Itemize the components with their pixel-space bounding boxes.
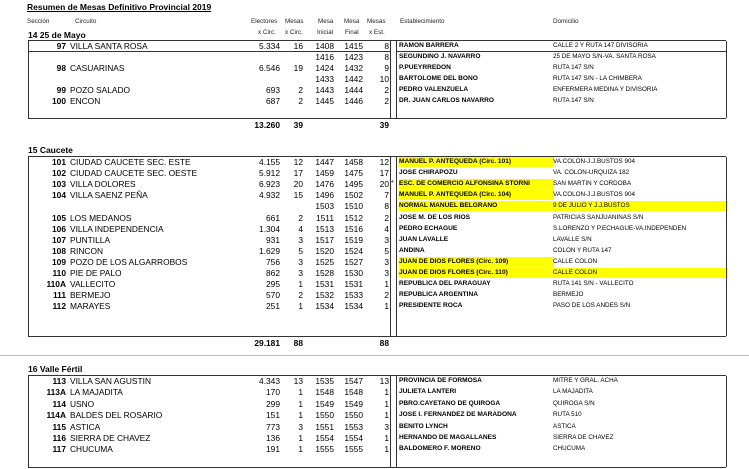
circuit-name: MARAYES bbox=[70, 301, 111, 312]
header-seccion: Sección bbox=[27, 18, 50, 25]
section-number: 105 bbox=[52, 212, 66, 223]
mesa-final-value: 1516 bbox=[344, 223, 363, 234]
circuit-name: BERMEJO bbox=[70, 290, 111, 301]
domicilio-text: RUTA 510 bbox=[553, 411, 582, 419]
electores-value: 6.923 bbox=[259, 179, 280, 190]
domicilio-text: PASO DE LOS ANDES S/N bbox=[553, 302, 631, 310]
mesas-est-value: 1 bbox=[384, 279, 389, 290]
domicilio-text: VA. COLON-URQUIZA 182 bbox=[553, 169, 630, 177]
domicilio-text: ASTICA bbox=[553, 422, 576, 430]
total-mesas: 39 bbox=[293, 120, 303, 130]
circuit-name: SIERRA DE CHAVEZ bbox=[70, 433, 151, 443]
mesa-final-value: 1554 bbox=[344, 433, 363, 443]
establecimiento-name: P.PUEYRREDON bbox=[399, 64, 451, 71]
mesa-final-value: 1446 bbox=[344, 96, 363, 106]
table-row bbox=[28, 179, 728, 189]
table-row bbox=[28, 387, 728, 397]
establecimiento-name: BALDOMERO F. MORENO bbox=[399, 445, 481, 453]
establecimiento-name: JULIETA LANTERI bbox=[399, 388, 457, 396]
section-number: 108 bbox=[52, 245, 66, 256]
table-row bbox=[28, 268, 728, 278]
header-mesa-inicial: Mesa bbox=[318, 18, 334, 25]
domicilio-text: 25 DE MAYO S/N-VA. SANTA ROSA bbox=[553, 53, 656, 60]
establecimiento-name: JOSE I. FERNANDEZ DE MARADONA bbox=[399, 411, 517, 419]
establecimiento-name: REPUBLICA DEL PARAGUAY bbox=[399, 280, 491, 288]
domicilio-text: SIERRA DE CHAVEZ bbox=[553, 434, 614, 441]
mesas-est-value: 10 bbox=[379, 74, 389, 84]
note-marker: * bbox=[391, 180, 394, 188]
mesas-value: 3 bbox=[298, 268, 303, 278]
header-mesas-sub: x Circ. bbox=[285, 29, 303, 36]
mesa-final-value: 1555 bbox=[344, 444, 363, 455]
mesa-inicial-value: 1433 bbox=[315, 74, 334, 84]
electores-value: 862 bbox=[266, 268, 280, 278]
mesas-est-value: 1 bbox=[384, 301, 389, 312]
domicilio-text: BERMEJO bbox=[553, 291, 584, 299]
mesas-value: 1 bbox=[298, 410, 303, 421]
circuit-name: CHUCUMA bbox=[70, 444, 113, 455]
table-row bbox=[28, 399, 728, 409]
mesas-est-value: 3 bbox=[384, 421, 389, 432]
mesas-est-value: 8 bbox=[384, 52, 389, 62]
circuit-name: ENCON bbox=[70, 96, 101, 106]
circuit-name: RINCON bbox=[70, 245, 104, 256]
mesa-final-value: 1432 bbox=[344, 63, 363, 73]
section-number: 103 bbox=[52, 179, 66, 190]
establecimiento-name: NORMAL MANUEL BELGRANO bbox=[399, 201, 554, 211]
mesa-final-value: 1475 bbox=[344, 168, 363, 179]
establecimiento-name: RAMON BARRERA bbox=[399, 42, 459, 49]
section-title: 14 25 de Mayo bbox=[28, 30, 86, 40]
mesa-inicial-value: 1408 bbox=[315, 41, 334, 51]
domicilio-text: CALLE COLON bbox=[553, 268, 728, 278]
table-row bbox=[28, 279, 728, 289]
mesa-inicial-value: 1520 bbox=[315, 245, 334, 256]
circuit-name: LOS MEDANOS bbox=[70, 212, 132, 223]
total-electores: 29.181 bbox=[254, 338, 280, 348]
mesa-final-value: 1550 bbox=[344, 410, 363, 421]
mesas-value: 1 bbox=[298, 387, 303, 398]
mesas-est-value: 7 bbox=[384, 190, 389, 201]
domicilio-text: RUTA 147 S/N - LA CHIMBERA bbox=[553, 75, 642, 82]
section-number: 99 bbox=[56, 85, 66, 95]
domicilio-text: VA.COLON-J.J.BUSTOS 904 bbox=[553, 191, 636, 199]
electores-value: 5.912 bbox=[259, 168, 280, 179]
mesa-final-value: 1510 bbox=[344, 201, 363, 212]
header-mesa-inicial-sub: Inicial bbox=[317, 29, 334, 36]
mesas-value: 1 bbox=[298, 433, 303, 443]
mesa-inicial-value: 1554 bbox=[315, 433, 334, 443]
section-number: 116 bbox=[52, 433, 66, 443]
mesa-final-value: 1530 bbox=[344, 268, 363, 278]
mesa-final-value: 1415 bbox=[344, 41, 363, 51]
mesas-value: 3 bbox=[298, 256, 303, 267]
domicilio-text: PATRICIAS SANJUANINAS S/N bbox=[553, 213, 644, 221]
section-number: 111 bbox=[52, 290, 66, 301]
mesas-est-value: 1 bbox=[384, 387, 389, 398]
electores-value: 295 bbox=[266, 279, 280, 290]
mesa-inicial-value: 1534 bbox=[315, 301, 334, 312]
establecimiento-name: MANUEL P. ANTEQUEDA (Circ. 101) bbox=[399, 157, 554, 167]
establecimiento-name: DR. JUAN CARLOS NAVARRO bbox=[399, 97, 494, 104]
electores-value: 5.334 bbox=[259, 41, 280, 51]
establecimiento-name: JUAN DE DIOS FLORES (Circ. 110) bbox=[399, 268, 554, 278]
mesas-est-value: 3 bbox=[384, 256, 389, 267]
circuit-name: CASUARINAS bbox=[70, 63, 125, 73]
mesas-value: 4 bbox=[298, 223, 303, 234]
table-row bbox=[28, 168, 728, 178]
mesa-inicial-value: 1416 bbox=[315, 52, 334, 62]
total-mesas-est: 88 bbox=[379, 338, 389, 348]
circuit-name: VILLA DOLORES bbox=[70, 179, 136, 190]
electores-value: 170 bbox=[266, 387, 280, 398]
establecimiento-name: BARTOLOME DEL BONO bbox=[399, 75, 478, 82]
mesa-inicial-value: 1555 bbox=[315, 444, 334, 455]
mesa-final-value: 1458 bbox=[344, 157, 363, 167]
electores-value: 4.155 bbox=[259, 157, 280, 167]
table-row bbox=[28, 190, 728, 200]
section-number: 106 bbox=[52, 223, 66, 234]
table-row bbox=[28, 201, 728, 211]
circuit-name: ASTICA bbox=[70, 421, 101, 432]
section-number: 110 bbox=[52, 268, 66, 278]
mesas-value: 2 bbox=[298, 96, 303, 106]
electores-value: 687 bbox=[266, 96, 280, 106]
mesa-inicial-value: 1517 bbox=[315, 234, 334, 245]
mesa-final-value: 1444 bbox=[344, 85, 363, 95]
mesa-final-value: 1502 bbox=[344, 190, 363, 201]
electores-value: 251 bbox=[266, 301, 280, 312]
mesa-inicial-value: 1513 bbox=[315, 223, 334, 234]
circuit-name: POZO SALADO bbox=[70, 85, 131, 95]
table-row bbox=[28, 213, 728, 223]
section-total-row bbox=[28, 338, 728, 348]
domicilio-text: LAVALLE S/N bbox=[553, 235, 592, 243]
establecimiento-name: JOSE CHIRAPOZU bbox=[399, 169, 458, 177]
section-number: 107 bbox=[52, 234, 66, 245]
table-row bbox=[28, 301, 728, 311]
mesas-value: 20 bbox=[293, 179, 303, 190]
mesas-est-value: 13 bbox=[379, 376, 389, 386]
section-number: 113 bbox=[52, 376, 66, 386]
section-number: 114A bbox=[46, 410, 66, 421]
mesa-final-value: 1534 bbox=[344, 301, 363, 312]
mesas-est-value: 1 bbox=[384, 433, 389, 443]
table-row bbox=[28, 290, 728, 300]
header-mesas-est: Mesas bbox=[367, 18, 386, 25]
table-row bbox=[28, 422, 728, 432]
mesa-inicial-value: 1550 bbox=[315, 410, 334, 421]
mesa-inicial-value: 1445 bbox=[315, 96, 334, 106]
domicilio-text: MITRE Y GRAL. ACHA bbox=[553, 377, 618, 384]
mesas-est-value: 1 bbox=[384, 444, 389, 455]
mesas-est-value: 2 bbox=[384, 85, 389, 95]
domicilio-text: S.LORENZO Y P.ECHAGUE-VA.INDEPENDEN bbox=[553, 224, 687, 232]
section-number: 100 bbox=[52, 96, 66, 106]
section-title: 15 Caucete bbox=[28, 145, 73, 155]
header-establecimiento: Establecimiento bbox=[400, 18, 445, 25]
establecimiento-name: MANUEL P. ANTEQUEDA (Circ. 104) bbox=[399, 190, 554, 200]
mesa-final-value: 1533 bbox=[344, 290, 363, 301]
table-row bbox=[28, 52, 728, 62]
mesa-final-value: 1442 bbox=[344, 74, 363, 84]
mesas-value: 17 bbox=[293, 168, 303, 179]
mesa-final-value: 1547 bbox=[344, 376, 363, 386]
establecimiento-name: JUAN DE DIOS FLORES (Circ. 109) bbox=[399, 257, 554, 267]
mesas-est-value: 12 bbox=[379, 157, 389, 167]
section-number: 97 bbox=[56, 41, 66, 51]
domicilio-text: SAN MARTIN Y CORDOBA bbox=[553, 180, 632, 188]
table-row bbox=[28, 96, 728, 106]
circuit-name: CIUDAD CAUCETE SEC. OESTE bbox=[70, 168, 198, 179]
establecimiento-name: PEDRO ECHAGUE bbox=[399, 224, 458, 232]
mesas-est-value: 2 bbox=[384, 290, 389, 301]
mesa-final-value: 1524 bbox=[344, 245, 363, 256]
mesas-value: 5 bbox=[298, 245, 303, 256]
mesas-value: 13 bbox=[293, 376, 303, 386]
mesa-inicial-value: 1532 bbox=[315, 290, 334, 301]
domicilio-text: RUTA 147 S/N bbox=[553, 64, 594, 71]
domicilio-text: COLON Y RUTA 147 bbox=[553, 246, 612, 254]
section-number: 113A bbox=[46, 387, 66, 398]
domicilio-text: LA MAJADITA bbox=[553, 388, 593, 396]
circuit-name: USNO bbox=[70, 398, 95, 409]
circuit-name: LA MAJADITA bbox=[70, 387, 123, 398]
mesas-value: 3 bbox=[298, 234, 303, 245]
mesas-value: 16 bbox=[293, 41, 303, 51]
header-mesa-final-sub: Final bbox=[345, 29, 359, 36]
establecimiento-name: HERNANDO DE MAGALLANES bbox=[399, 434, 497, 441]
domicilio-text: CHUCUMA bbox=[553, 445, 586, 453]
mesas-est-value: 4 bbox=[384, 223, 389, 234]
table-row bbox=[28, 157, 728, 167]
mesas-est-value: 8 bbox=[384, 201, 389, 212]
circuit-name: VILLA SAN AGUSTIN bbox=[70, 376, 151, 386]
electores-value: 756 bbox=[266, 256, 280, 267]
electores-value: 693 bbox=[266, 85, 280, 95]
document-title: Resumen de Mesas Definitivo Provincial 2019 bbox=[27, 2, 212, 12]
circuit-name: VILLA SANTA ROSA bbox=[70, 41, 148, 51]
table-row bbox=[28, 85, 728, 95]
domicilio-text: QUIROGA S/N bbox=[553, 399, 595, 407]
section-number: 117 bbox=[52, 444, 66, 455]
mesa-final-value: 1527 bbox=[344, 256, 363, 267]
mesa-inicial-value: 1531 bbox=[315, 279, 334, 290]
electores-value: 570 bbox=[266, 290, 280, 301]
mesas-est-value: 9 bbox=[384, 63, 389, 73]
establecimiento-name: JOSE M. DE LOS RIOS bbox=[399, 213, 471, 221]
section-number: 114 bbox=[52, 398, 66, 409]
mesas-value: 1 bbox=[298, 398, 303, 409]
section-number: 112 bbox=[52, 301, 66, 312]
circuit-name: CIUDAD CAUCETE SEC. ESTE bbox=[70, 157, 191, 167]
mesas-value: 2 bbox=[298, 290, 303, 301]
mesa-final-value: 1549 bbox=[344, 398, 363, 409]
table-row bbox=[28, 376, 728, 386]
establecimiento-name: JUAN LAVALLE bbox=[399, 235, 449, 243]
section-number: 115 bbox=[52, 421, 66, 432]
mesas-value: 2 bbox=[298, 85, 303, 95]
mesas-value: 1 bbox=[298, 444, 303, 455]
mesas-est-value: 3 bbox=[384, 268, 389, 278]
mesas-est-value: 2 bbox=[384, 212, 389, 223]
circuit-name: VALLECITO bbox=[70, 279, 116, 290]
domicilio-text: ENFERMERA MEDINA Y DIVISORIA bbox=[553, 86, 658, 93]
mesas-value: 12 bbox=[293, 157, 303, 167]
mesa-inicial-value: 1496 bbox=[315, 190, 334, 201]
mesas-est-value: 2 bbox=[384, 96, 389, 106]
mesas-est-value: 1 bbox=[384, 398, 389, 409]
mesa-inicial-value: 1535 bbox=[315, 376, 334, 386]
circuit-name: POZO DE LOS ALGARROBOS bbox=[70, 256, 188, 267]
mesa-final-value: 1531 bbox=[344, 279, 363, 290]
domicilio-text: CALLE COLON bbox=[553, 257, 598, 265]
total-mesas-est: 39 bbox=[379, 120, 389, 130]
establecimiento-name: PROVINCIA DE FORMOSA bbox=[399, 377, 482, 384]
mesa-inicial-value: 1459 bbox=[315, 168, 334, 179]
electores-value: 661 bbox=[266, 212, 280, 223]
mesas-est-value: 20 bbox=[379, 179, 389, 190]
table-row bbox=[28, 444, 728, 454]
circuit-name: PIE DE PALO bbox=[70, 268, 122, 278]
establecimiento-name: SEGUNDINO J. NAVARRO bbox=[399, 53, 481, 60]
header-electores-sub: x Circ. bbox=[258, 29, 276, 36]
mesas-value: 2 bbox=[298, 212, 303, 223]
mesa-inicial-value: 1424 bbox=[315, 63, 334, 73]
establecimiento-name: PBRO.CAYETANO DE QUIROGA bbox=[399, 399, 501, 407]
section-number: 101 bbox=[52, 157, 66, 167]
domicilio-text: CALLE 2 Y RUTA 147 DIVISORIA bbox=[553, 42, 648, 49]
table-row bbox=[28, 410, 728, 420]
section-number: 98 bbox=[56, 63, 66, 73]
table-row bbox=[28, 246, 728, 256]
mesa-inicial-value: 1549 bbox=[315, 398, 334, 409]
mesas-value: 3 bbox=[298, 421, 303, 432]
electores-value: 191 bbox=[266, 444, 280, 455]
mesa-final-value: 1423 bbox=[344, 52, 363, 62]
circuit-name: VILLA SAENZ PEÑA bbox=[70, 190, 148, 201]
mesa-inicial-value: 1525 bbox=[315, 256, 334, 267]
electores-value: 931 bbox=[266, 234, 280, 245]
establecimiento-name: ANDINA bbox=[399, 246, 425, 254]
electores-value: 6.546 bbox=[259, 63, 280, 73]
table-row bbox=[28, 235, 728, 245]
total-electores: 13.260 bbox=[254, 120, 280, 130]
section-number: 110A bbox=[46, 279, 66, 290]
table-row bbox=[28, 41, 728, 51]
electores-value: 299 bbox=[266, 398, 280, 409]
establecimiento-name: REPUBLICA ARGENTINA bbox=[399, 291, 479, 299]
circuit-name: BALDES DEL ROSARIO bbox=[70, 410, 163, 421]
mesa-final-value: 1495 bbox=[344, 179, 363, 190]
mesa-final-value: 1519 bbox=[344, 234, 363, 245]
mesas-est-value: 1 bbox=[384, 410, 389, 421]
electores-value: 151 bbox=[266, 410, 280, 421]
header-domicilio: Domicilio bbox=[553, 18, 579, 25]
mesas-est-value: 3 bbox=[384, 234, 389, 245]
circuit-name: PUNTILLA bbox=[70, 234, 111, 245]
mesa-inicial-value: 1476 bbox=[315, 179, 334, 190]
header-mesas-est-sub: x Est. bbox=[369, 29, 385, 36]
mesas-est-value: 17 bbox=[379, 168, 389, 179]
electores-value: 773 bbox=[266, 421, 280, 432]
mesas-est-value: 8 bbox=[384, 41, 389, 51]
mesas-value: 19 bbox=[293, 63, 303, 73]
establecimiento-name: PEDRO VALENZUELA bbox=[399, 86, 469, 93]
mesa-inicial-value: 1551 bbox=[315, 421, 334, 432]
mesa-inicial-value: 1443 bbox=[315, 85, 334, 95]
total-mesas: 88 bbox=[293, 338, 303, 348]
mesa-inicial-value: 1447 bbox=[315, 157, 334, 167]
mesa-inicial-value: 1528 bbox=[315, 268, 334, 278]
electores-value: 1.629 bbox=[259, 245, 280, 256]
table-row bbox=[28, 224, 728, 234]
section-number: 109 bbox=[52, 256, 66, 267]
mesas-value: 1 bbox=[298, 279, 303, 290]
electores-value: 4.343 bbox=[259, 376, 280, 386]
header-circuito: Circuito bbox=[75, 18, 97, 25]
mesa-final-value: 1548 bbox=[344, 387, 363, 398]
domicilio-text: 9 DE JULIO Y J.J.BUSTOS bbox=[553, 201, 728, 211]
header-electores: Electores bbox=[251, 18, 278, 25]
mesa-final-value: 1553 bbox=[344, 421, 363, 432]
mesas-value: 1 bbox=[298, 301, 303, 312]
table-row bbox=[28, 257, 728, 267]
mesa-inicial-value: 1548 bbox=[315, 387, 334, 398]
mesa-inicial-value: 1511 bbox=[315, 212, 334, 223]
domicilio-text: RUTA 141 S/N - VALLECITO bbox=[553, 280, 634, 288]
header-mesas: Mesas bbox=[285, 18, 304, 25]
domicilio-text: RUTA 147 S/N bbox=[553, 97, 594, 104]
establecimiento-name: ESC. DE COMERCIO ALFONSINA STORNI bbox=[399, 179, 554, 189]
circuit-name: VILLA INDEPENDENCIA bbox=[70, 223, 164, 234]
table-row bbox=[28, 74, 728, 84]
establecimiento-name: PRESIDENTE ROCA bbox=[399, 302, 463, 310]
mesa-inicial-value: 1503 bbox=[315, 201, 334, 212]
mesas-value: 15 bbox=[293, 190, 303, 201]
section-total-row bbox=[28, 120, 728, 130]
mesa-final-value: 1512 bbox=[344, 212, 363, 223]
table-row bbox=[28, 63, 728, 73]
electores-value: 1.304 bbox=[259, 223, 280, 234]
electores-value: 136 bbox=[266, 433, 280, 443]
establecimiento-name: BENITO LYNCH bbox=[399, 422, 448, 430]
domicilio-text: VA.COLON-J.J.BUSTOS 904 bbox=[553, 158, 636, 165]
section-title: 16 Valle Fértil bbox=[28, 364, 83, 374]
header-mesa-final: Mesa bbox=[344, 18, 360, 25]
mesas-est-value: 5 bbox=[384, 245, 389, 256]
section-number: 102 bbox=[52, 168, 66, 179]
section-number: 104 bbox=[52, 190, 66, 201]
table-row bbox=[28, 433, 728, 443]
electores-value: 4.932 bbox=[259, 190, 280, 201]
